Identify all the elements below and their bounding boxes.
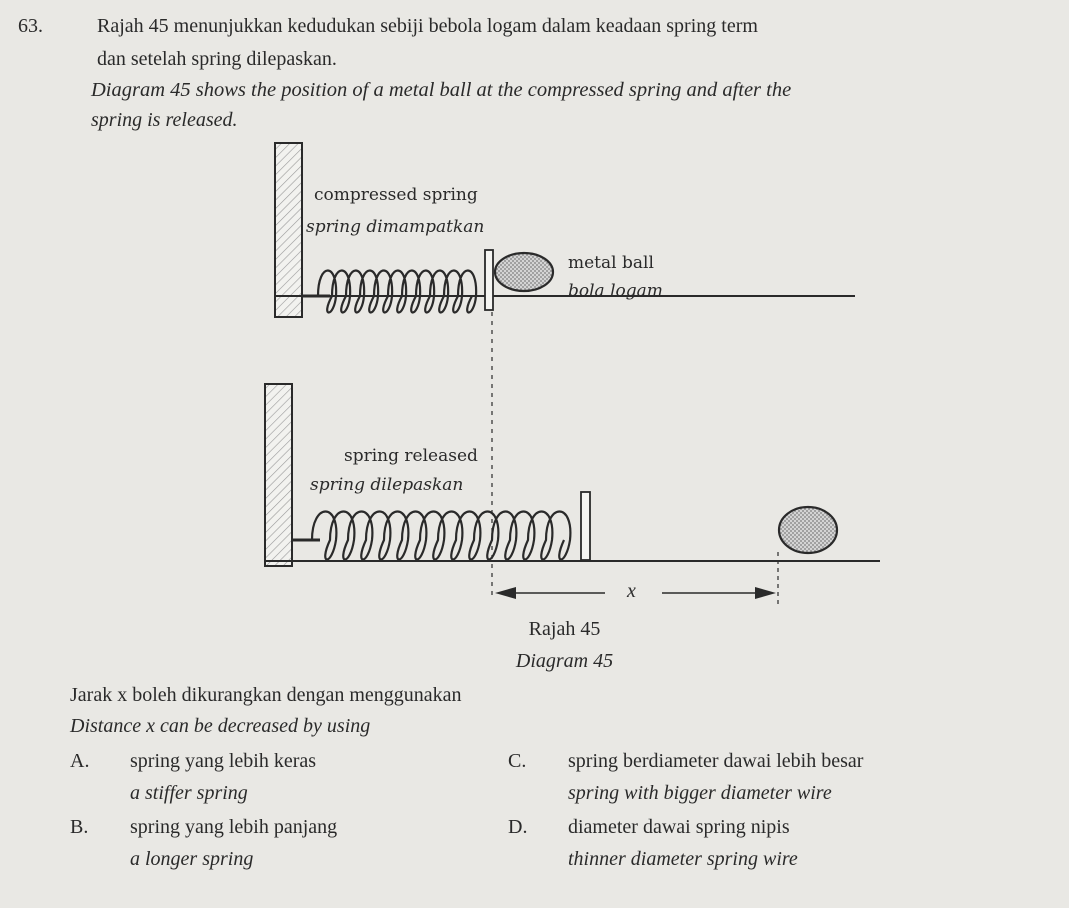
top-wall <box>275 143 302 317</box>
option-c-malay: spring berdiameter dawai lebih besar <box>568 750 864 772</box>
metal-ball-label: metal ball <box>568 253 654 273</box>
question-malay-line-1: Rajah 45 menunjukkan kedudukan sebiji bebola logam dalam keadaan spring term <box>97 15 758 37</box>
question-malay-line-2: dan setelah spring dilepaskan. <box>97 48 337 70</box>
question-number: 63. <box>18 15 43 37</box>
bottom-wall <box>265 384 292 566</box>
diagram-caption-malay: Rajah 45 <box>528 618 601 640</box>
distance-arrowhead-left <box>495 587 516 599</box>
top-metal-ball <box>495 253 553 291</box>
question-english-line-2: spring is released. <box>91 109 238 131</box>
compressed-spring-label: compressed spring <box>314 185 478 205</box>
question-stem-malay: Jarak x boleh dikurangkan dengan menggunakan <box>70 684 462 706</box>
option-d-letter: D. <box>508 816 528 838</box>
question-stem-english: Distance x can be decreased by using <box>70 715 371 737</box>
option-b-english: a longer spring <box>130 848 254 870</box>
option-c-letter: C. <box>508 750 527 772</box>
question-english-line-1: Diagram 45 shows the position of a metal ball at the compressed spring and after the <box>91 79 792 101</box>
option-c-english: spring with bigger diameter wire <box>568 782 832 804</box>
bottom-spring-plate <box>581 492 590 560</box>
metal-ball-label-malay: bola logam <box>568 281 663 301</box>
released-spring-label-malay: spring dilepaskan <box>310 475 464 495</box>
bottom-metal-ball <box>779 507 837 553</box>
option-a-letter: A. <box>70 750 90 772</box>
option-d-malay: diameter dawai spring nipis <box>568 816 790 838</box>
distance-x-label: x <box>627 580 636 602</box>
option-b-letter: B. <box>70 816 89 838</box>
released-spring-label: spring released <box>344 446 478 466</box>
option-d-english: thinner diameter spring wire <box>568 848 798 870</box>
diagram-caption-english: Diagram 45 <box>515 650 614 672</box>
option-b-malay: spring yang lebih panjang <box>130 816 338 838</box>
top-spring-plate <box>485 250 493 310</box>
compressed-spring-label-malay: spring dimampatkan <box>306 217 485 237</box>
option-a-malay: spring yang lebih keras <box>130 750 317 772</box>
compressed-spring <box>318 271 476 313</box>
released-spring <box>312 512 570 560</box>
option-a-english: a stiffer spring <box>130 782 248 804</box>
distance-arrowhead-right <box>755 587 776 599</box>
